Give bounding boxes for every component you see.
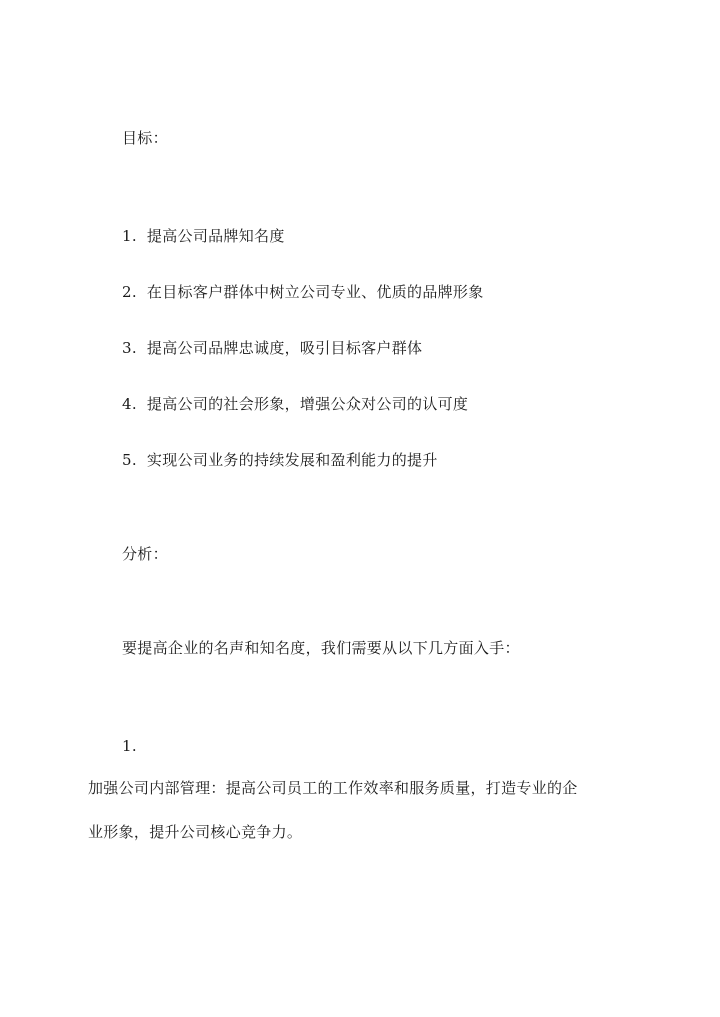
- goal-text: 在目标客户群体中树立公司专业、优质的品牌形象: [146, 283, 484, 301]
- goal-text: 提高公司品牌知名度: [146, 227, 285, 245]
- goal-item-4: [122, 394, 468, 414]
- goal-item-2: [122, 282, 484, 302]
- analysis-intro: 要提高企业的名声和知名度，我们需要从以下几方面入手：: [122, 639, 520, 657]
- goal-number: 2.: [122, 283, 137, 301]
- goal-item-3: [122, 338, 422, 358]
- analysis-heading: 分析：: [122, 545, 168, 563]
- goal-text: 提高公司的社会形象，增强公众对公司的认可度: [146, 395, 469, 413]
- goal-text: 实现公司业务的持续发展和盈利能力的提升: [146, 451, 438, 469]
- goal-text: 提高公司品牌忠诚度，吸引目标客户群体: [146, 339, 423, 357]
- measure-number: 1.: [122, 737, 137, 755]
- goal-number: 4.: [122, 395, 137, 413]
- goal-number: 3.: [122, 339, 137, 357]
- goal-number: 1.: [122, 227, 137, 245]
- measure-text-line-1: 加强公司内部管理：提高公司员工的工作效率和服务质量，打造专业的企: [88, 779, 578, 797]
- goal-number: 5.: [122, 451, 137, 469]
- goals-heading: 目标：: [122, 129, 168, 147]
- measure-text-line-2: 业形象，提升公司核心竞争力。: [88, 823, 303, 841]
- goal-item-5: [122, 450, 438, 470]
- goal-item-1: [122, 226, 285, 246]
